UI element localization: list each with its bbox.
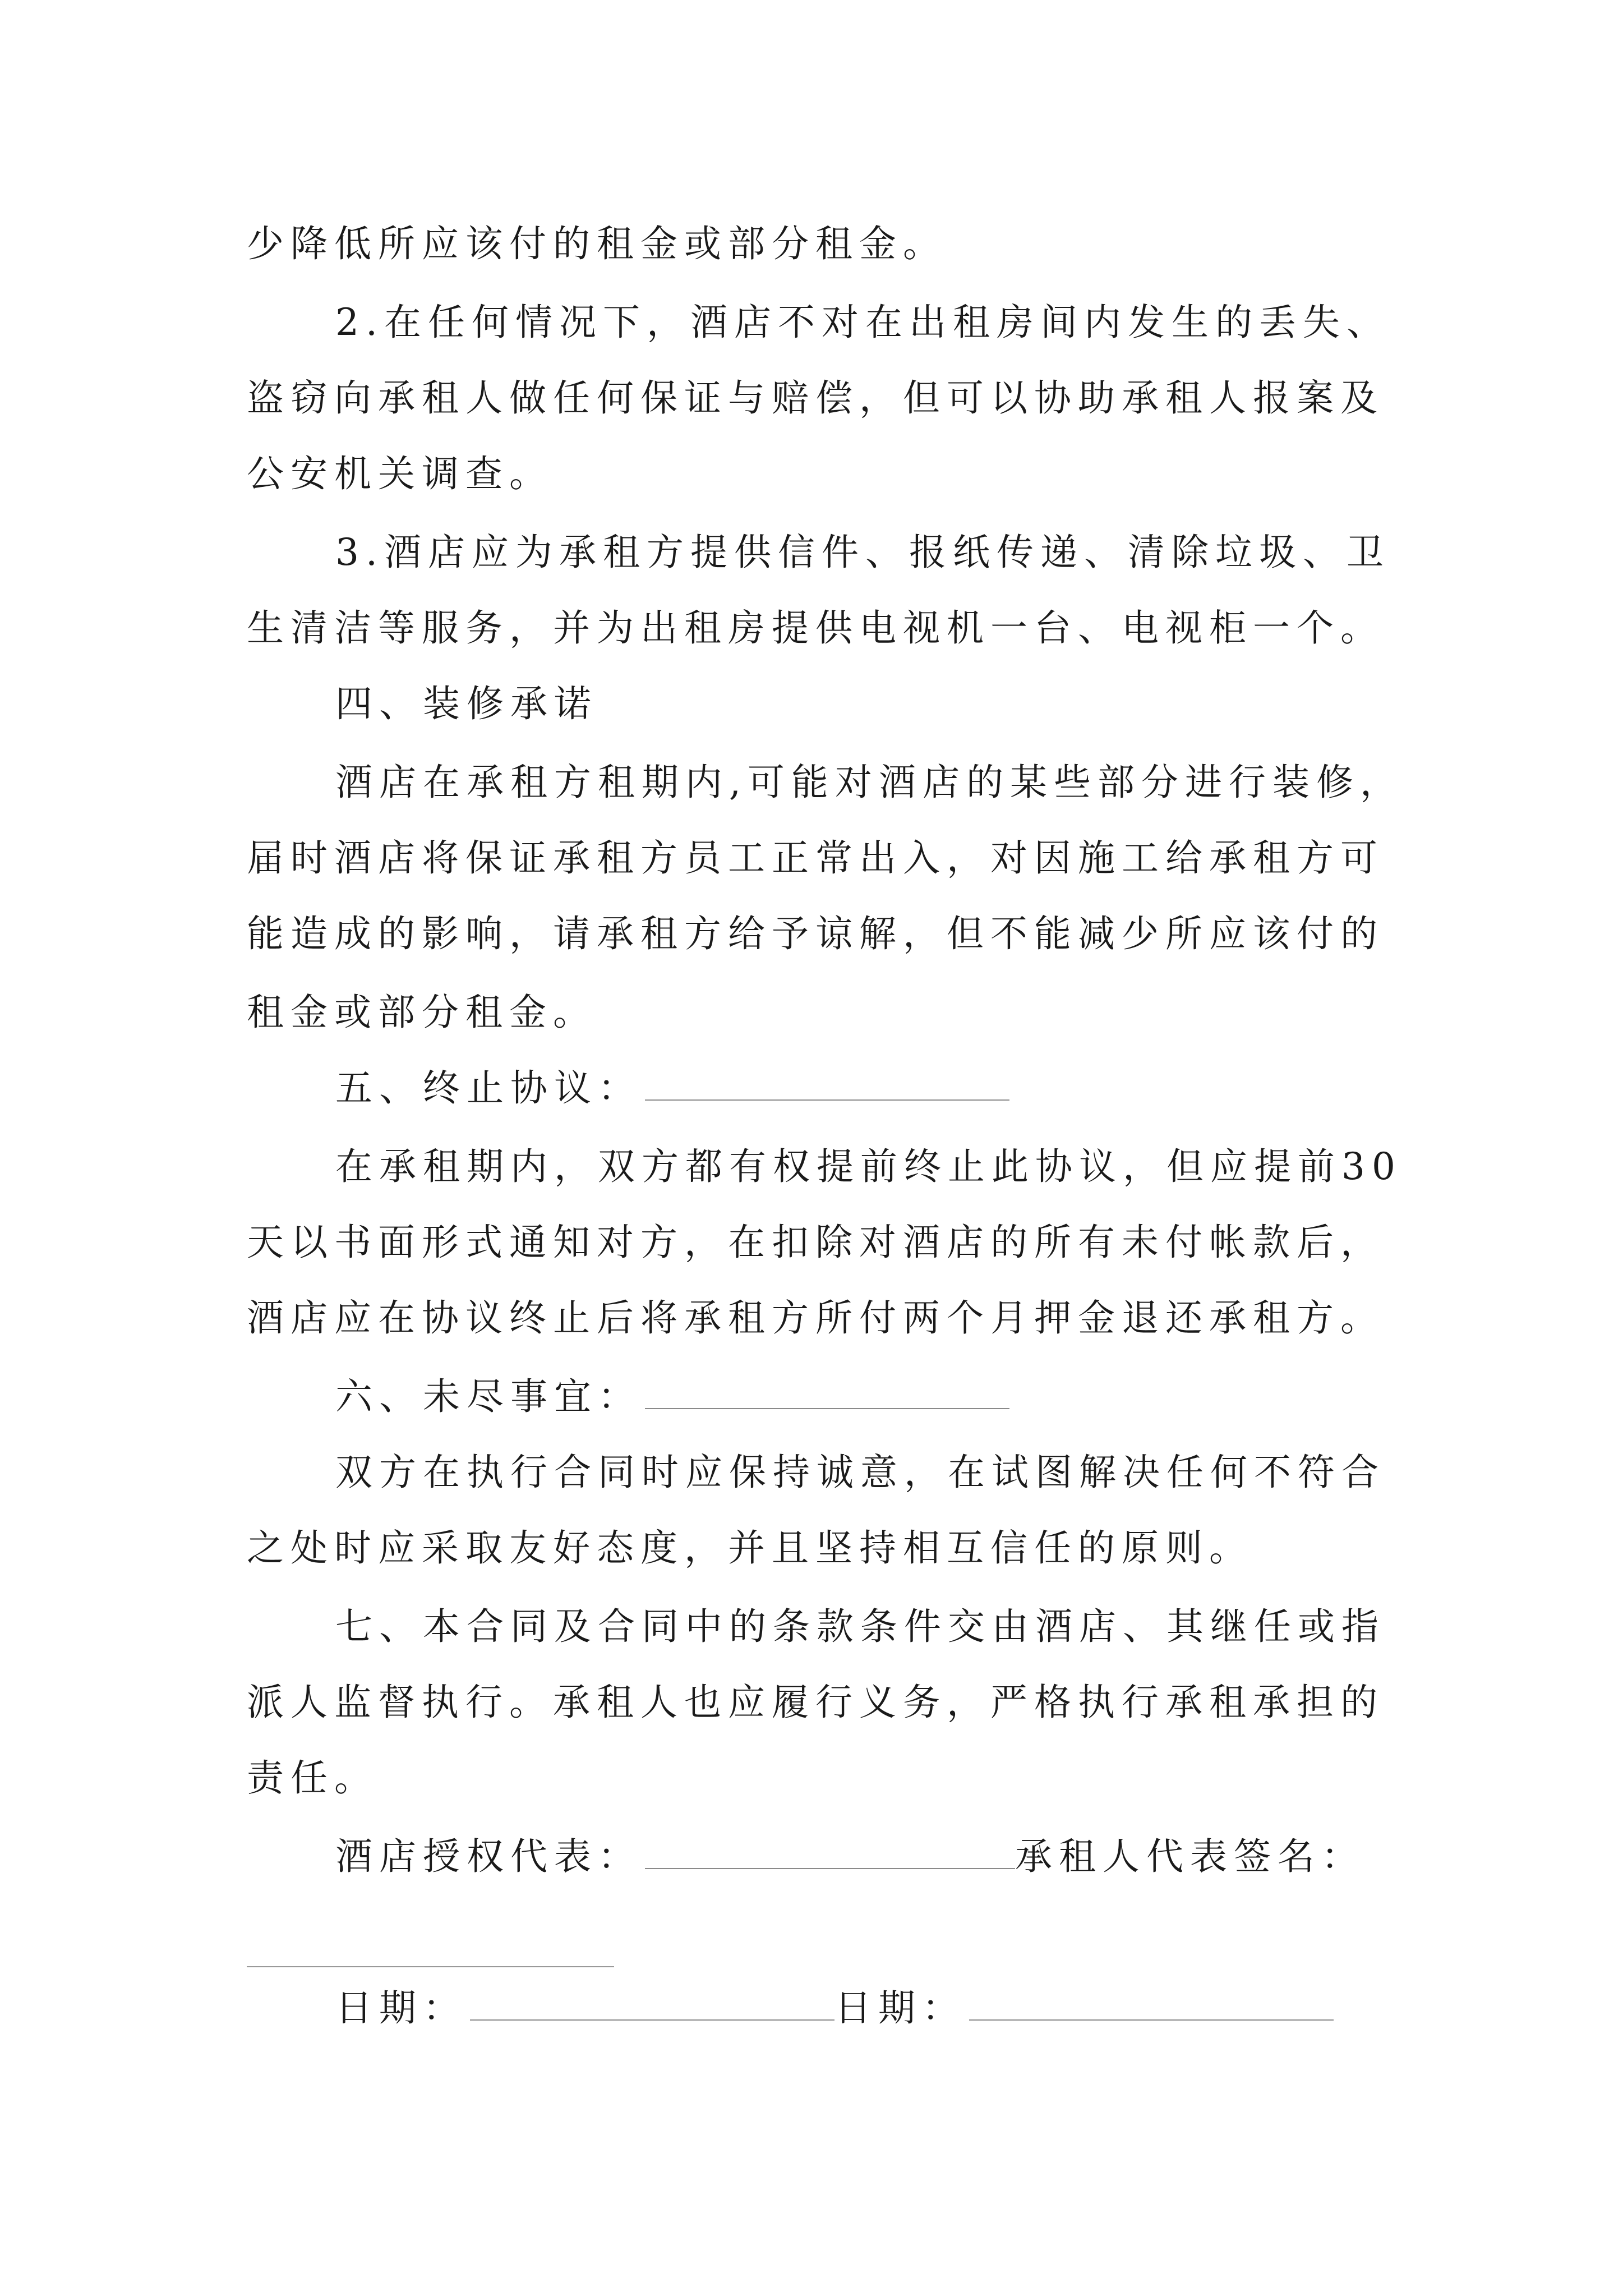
paragraph-line: 届时酒店将保证承租方员工正常出入，对因施工给承租方可 [247, 836, 1384, 880]
date-row [335, 1983, 1513, 2033]
section-heading: 五、终止协议： [335, 1066, 642, 1110]
paragraph-line: 酒店应在协议终止后将承租方所付两个月押金退还承租方。 [247, 1296, 1384, 1340]
tenant-rep-signature-blank [247, 1966, 614, 1967]
section-heading: 六、未尽事宜： [335, 1375, 642, 1418]
date-blank [470, 1988, 834, 2021]
paragraph-line: 生清洁等服务，并为出租房提供电视机一台、电视柜一个。 [247, 606, 1384, 650]
date-blank [969, 1988, 1334, 2021]
date-label: 日期： [335, 1986, 467, 2030]
paragraph-line: 责任。 [247, 1756, 378, 1800]
section-heading-row [335, 1063, 1513, 1114]
paragraph-line: 双方在执行合同时应保持诚意，在试图解决任何不符合 [335, 1451, 1385, 1494]
paragraph-line: 少降低所应该付的租金或部分租金。 [247, 222, 947, 265]
tenant-rep-label: 承租人代表签名： [1015, 1835, 1365, 1878]
paragraph-line: 能造成的影响，请承租方给予谅解，但不能减少所应该付的 [247, 912, 1384, 955]
blank-underline [645, 1377, 1009, 1409]
paragraph-line: 之处时应采取友好态度，并且坚持相互信任的原则。 [247, 1526, 1253, 1570]
paragraph-line: 3.酒店应为承租方提供信件、报纸传递、清除垃圾、卫 [335, 531, 1390, 574]
paragraph-line: 租金或部分租金。 [247, 991, 597, 1034]
paragraph-line: 盗窃向承租人做任何保证与赔偿，但可以协助承租人报案及 [247, 376, 1384, 420]
hotel-rep-label: 酒店授权代表： [335, 1835, 642, 1878]
date-label: 日期： [834, 1986, 966, 2030]
paragraph-line: 派人监督执行。承租人也应履行义务，严格执行承租承担的 [247, 1681, 1384, 1724]
paragraph-line: 公安机关调查。 [247, 452, 553, 495]
paragraph-line: 酒店在承租方租期内,可能对酒店的某些部分进行装修， [335, 761, 1404, 804]
hotel-rep-signature-blank [645, 1837, 1015, 1869]
blank-underline [645, 1068, 1009, 1101]
paragraph-line: 在承租期内，双方都有权提前终止此协议，但应提前30 [335, 1145, 1402, 1188]
paragraph-line: 天以书面形式通知对方，在扣除对酒店的所有未付帐款后， [247, 1221, 1384, 1264]
signature-row [335, 1832, 1513, 1882]
paragraph-line: 七、本合同及合同中的条款条件交由酒店、其继任或指 [335, 1605, 1385, 1648]
paragraph-line: 2.在任何情况下，酒店不对在出租房间内发生的丢失、 [335, 301, 1390, 344]
section-heading: 四、装修承诺 [335, 682, 598, 725]
section-heading-row [335, 1372, 1513, 1422]
